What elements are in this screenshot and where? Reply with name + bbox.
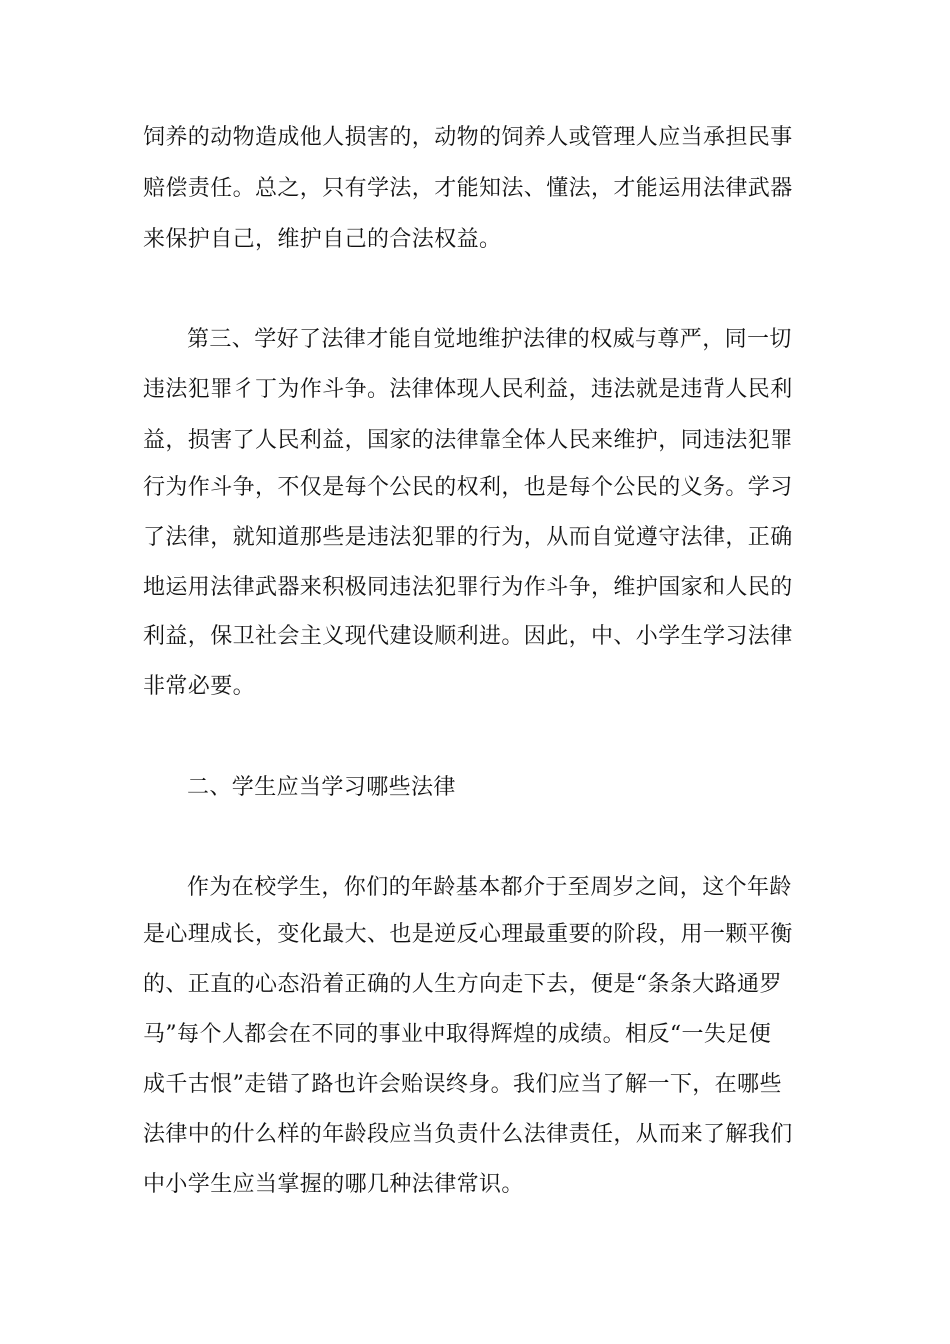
paragraph-line: 利益，保卫社会主义现代建设顺利进。因此，中、小学生学习法律: [143, 624, 793, 649]
paragraph-line: 作为在校学生，你们的年龄基本都介于至周岁之间，这个年龄: [187, 875, 792, 900]
paragraph-line: 法律中的什么样的年龄段应当负责什么法律责任，从而来了解我们: [143, 1122, 793, 1147]
paragraph-line: 的、正直的心态沿着正确的人生方向走下去，便是“条条大路通罗: [143, 972, 782, 997]
paragraph-line: 益，损害了人民利益，国家的法律靠全体人民来维护，同违法犯罪: [143, 428, 793, 453]
paragraph-line: 地运用法律武器来积极同违法犯罪行为作斗争，维护国家和人民的: [143, 575, 793, 600]
paragraph-line: 违法犯罪彳丁为作斗争。法律体现人民利益，违法就是违背人民利: [143, 377, 793, 402]
paragraph-line: 来保护自己，维护自己的合法权益。: [143, 227, 502, 252]
paragraph-line: 马”每个人都会在不同的事业中取得辉煌的成绩。相反“一失足便: [143, 1022, 772, 1047]
section-heading: 二、学生应当学习哪些法律: [187, 775, 456, 800]
paragraph-line: 饲养的动物造成他人损害的，动物的饲养人或管理人应当承担民事: [143, 125, 793, 150]
paragraph-line: 成千古恨”走错了路也许会贻误终身。我们应当了解一下，在哪些: [143, 1072, 782, 1097]
paragraph-line: 第三、学好了法律才能自觉地维护法律的权威与尊严，同一切: [187, 327, 792, 352]
paragraph-line: 了法律，就知道那些是违法犯罪的行为，从而自觉遵守法律，正确: [143, 525, 793, 550]
paragraph-line: 行为作斗争，不仅是每个公民的权利，也是每个公民的义务。学习: [143, 475, 793, 500]
paragraph-line: 是心理成长，变化最大、也是逆反心理最重要的阶段，用一颗平衡: [143, 922, 793, 947]
paragraph-line: 非常必要。: [143, 674, 256, 699]
paragraph-line: 赔偿责任。总之，只有学法，才能知法、懂法，才能运用法律武器: [143, 176, 793, 201]
paragraph-line: 中小学生应当掌握的哪几种法律常识。: [143, 1172, 524, 1197]
